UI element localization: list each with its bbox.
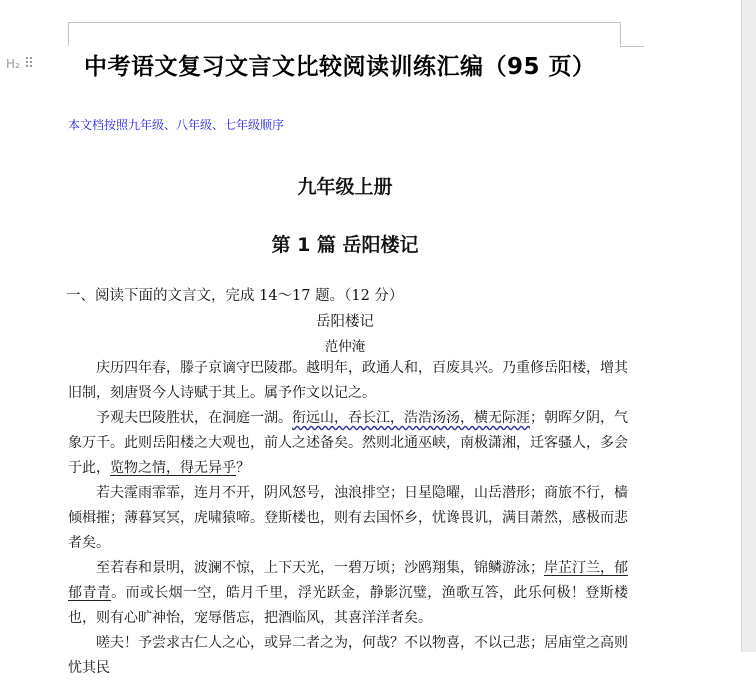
passage-paragraph-4	[68, 556, 628, 631]
passage-text: 予观夫巴陵胜状，在洞庭一湖。	[96, 410, 292, 426]
underlined-phrase: 岸芷汀兰，郁郁青青	[68, 560, 628, 601]
page-crop-mark-tail	[620, 46, 644, 47]
essay-author: 范仲淹	[324, 339, 366, 355]
passage-paragraph-3: 若夫霪雨霏霏，连月不开，阴风怒号，浊浪排空；日星隐曜，山岳潜形；商旅不行，樯倾楫摧；薄暮冥冥，虎啸猿啼。登斯楼也，则有去国怀乡，忧谗畏讥，满目萧然，感极而悲者矣。	[68, 485, 628, 551]
passage-text: 。而或长烟一空，皓月千里，浮光跃金，静影沉璧，渔歌互答，此乐何极！登斯楼也，则有心旷神怡，宠辱偕忘，把酒临风，其喜洋洋者矣。	[68, 585, 629, 626]
passage-paragraph-1: 庆历四年春，滕子京谪守巴陵郡。越明年，政通人和，百废具兴。乃重修岳阳楼，增其旧制，刻唐贤今人诗赋于其上。属予作文以记之。	[68, 360, 628, 401]
heading-block-handle[interactable]	[6, 56, 32, 72]
passage-paragraph-2	[68, 406, 628, 481]
passage-text: ？	[236, 460, 250, 476]
passage-paragraph-5: 嗟夫！予尝求古仁人之心，或异二者之为，何哉？不以物喜，不以己悲；居庙堂之高则忧其民	[68, 635, 628, 676]
heading-level-icon[interactable]: H₂	[6, 57, 20, 71]
passage-body	[68, 356, 628, 681]
page-crop-mark-top	[68, 22, 620, 23]
page-crop-mark-left	[68, 22, 69, 46]
passage-text: ；朝晖夕阴，气象万千。此则岳阳楼之大观也，前人之述备矣。然则北通巫峡，南极潇湘，迁客骚人，多会于此，	[68, 410, 628, 476]
page-crop-mark-right	[620, 22, 621, 46]
document-order-note: 本文档按照九年级、八年级、七年级顺序	[68, 118, 285, 132]
document-title: 中考语文复习文言文比较阅读训练汇编（95 页）	[84, 54, 596, 80]
underlined-phrase: 览物之情，得无异乎	[110, 460, 236, 476]
essay-title: 岳阳楼记	[316, 314, 374, 330]
grade-heading: 九年级上册	[297, 176, 393, 198]
page-right-edge	[741, 0, 756, 652]
drag-handle-icon[interactable]: ⠿	[23, 56, 33, 72]
passage-text: 至若春和景明，波澜不惊，上下天光，一碧万顷；沙鸥翔集，锦鳞游泳；	[96, 560, 544, 576]
question-prompt: 一、阅读下面的文言文，完成 14～17 题。（12 分）	[66, 288, 404, 304]
wavy-underlined-phrase: 衔远山，吞长江，浩浩汤汤，横无际涯	[292, 410, 530, 426]
article-heading: 第 1 篇 岳阳楼记	[271, 234, 419, 256]
